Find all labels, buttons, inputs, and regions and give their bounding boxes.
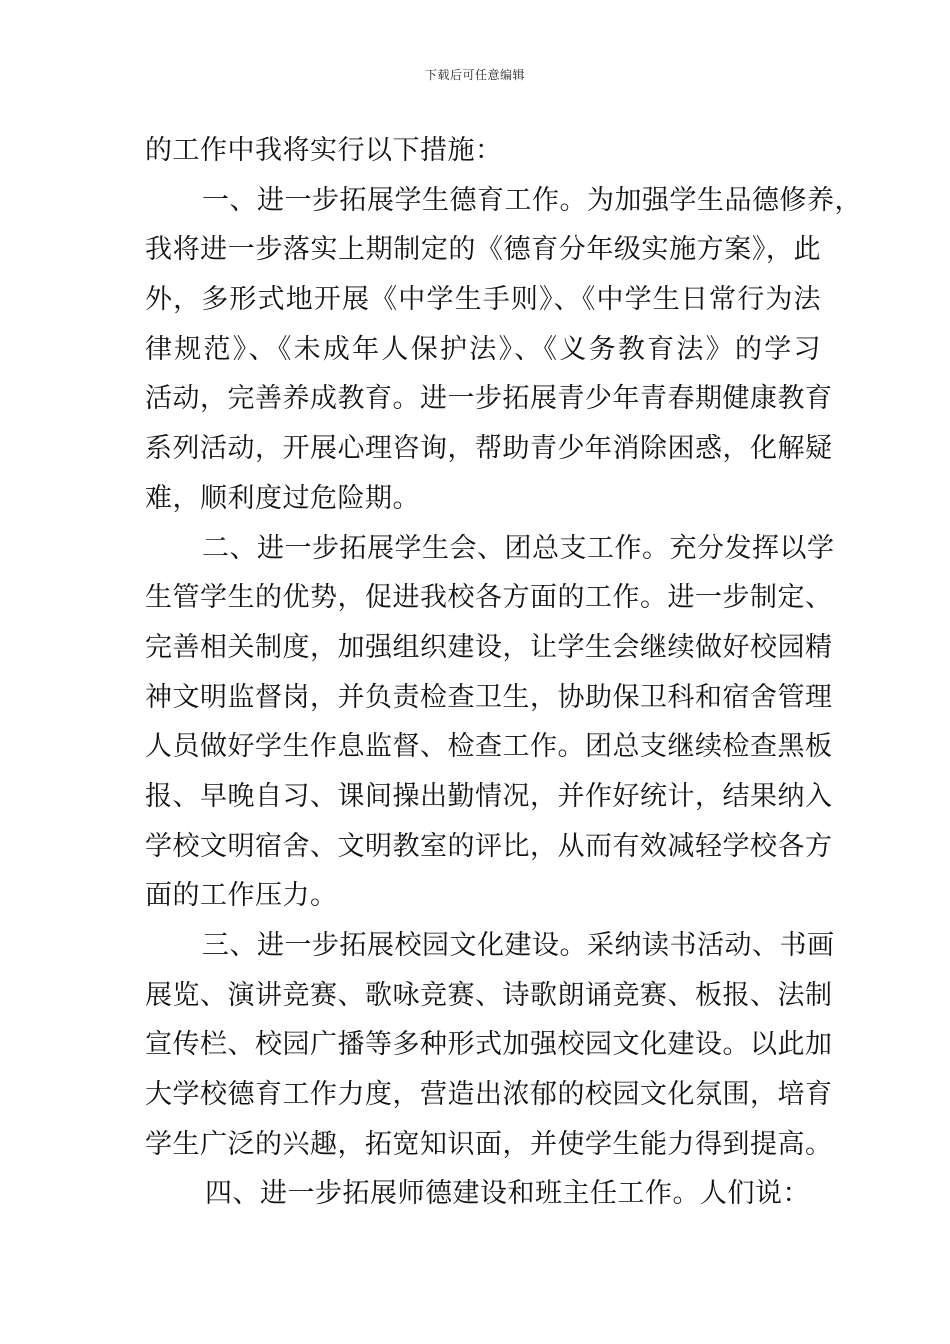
text-line: 学生广泛的兴趣，拓宽知识面，并使学生能力得到提高。 [145, 1128, 833, 1160]
text-line: 面的工作压力。 [145, 880, 338, 912]
text-line: 大学校德育工作力度，营造出浓郁的校园文化氛围，培育 [145, 1079, 833, 1111]
text-line: 神文明监督岗，并负责检查卫生，协助保卫科和宿舍管理 [145, 681, 833, 713]
page-header: 下载后可任意编辑 [424, 68, 525, 82]
text-line: 展览、演讲竞赛、歌咏竞赛、诗歌朗诵竞赛、板报、法制 [145, 979, 833, 1011]
paragraph-start-line: 一、进一步拓展学生德育工作。为加强学生品德修养， [202, 184, 862, 216]
text-line: 律规范》、《未成年人保护法》、《义务教育法》的学习 [145, 333, 821, 365]
paragraph-start-line: 二、进一步拓展学生会、团总支工作。充分发挥以学 [202, 532, 835, 564]
text-line: 外，多形式地开展《中学生手则》、《中学生日常行为法 [145, 284, 821, 316]
text-line: 生管学生的优势，促进我校各方面的工作。进一步制定、 [145, 582, 833, 614]
text-line: 学校文明宿舍、文明教室的评比，从而有效减轻学校各方 [145, 830, 833, 862]
paragraph-start-line: 四、进一步拓展师德建设和班主任工作。人们说： [205, 1178, 810, 1210]
text-line: 活动，完善养成教育。进一步拓展青少年青春期健康教育 [145, 383, 833, 415]
text-line: 完善相关制度，加强组织建设，让学生会继续做好校园精 [145, 631, 833, 663]
document-body [145, 126, 862, 1219]
text-line: 系列活动，开展心理咨询，帮助青少年消除困惑，化解疑 [145, 433, 833, 465]
text-line: 宣传栏、校园广播等多种形式加强校园文化建设。以此加 [145, 1029, 833, 1061]
text-line: 报、早晚自习、课间操出勤情况，并作好统计，结果纳入 [145, 780, 833, 812]
text-line: 人员做好学生作息监督、检查工作。团总支继续检查黑板 [145, 731, 833, 763]
paragraph-start-line: 三、进一步拓展校园文化建设。采纳读书活动、书画 [202, 930, 835, 961]
text-line: 难，顺利度过危险期。 [145, 482, 420, 514]
text-line: 的工作中我将实行以下措施： [145, 135, 503, 166]
text-line: 我将进一步落实上期制定的《德育分年级实施方案》，此 [145, 234, 821, 266]
